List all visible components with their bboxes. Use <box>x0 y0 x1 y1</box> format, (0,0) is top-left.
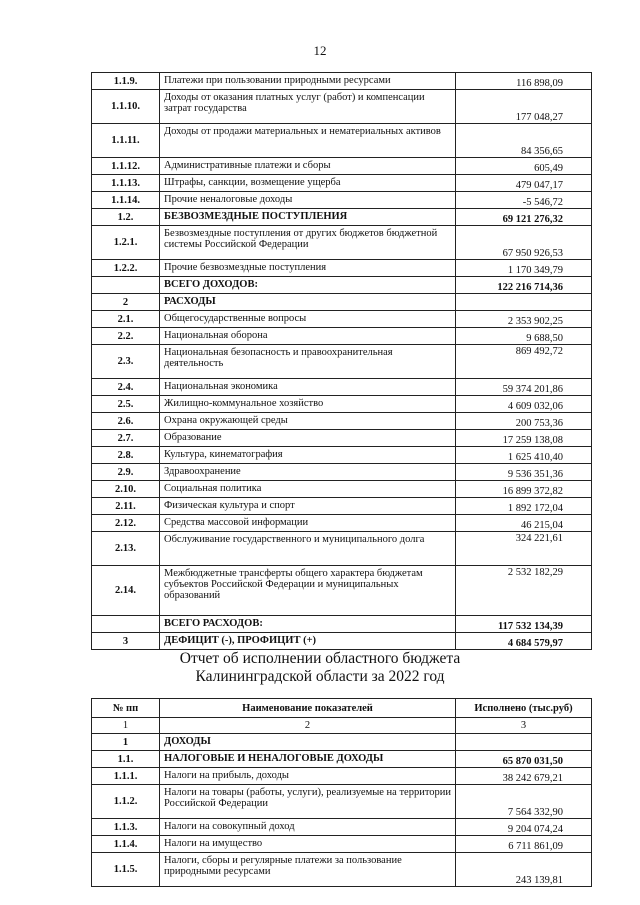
row-name: Общегосударственные вопросы <box>160 311 456 328</box>
table-row <box>92 481 592 498</box>
row-value: 9 688,50 <box>456 328 592 345</box>
row-value <box>456 294 592 311</box>
table-row <box>92 328 592 345</box>
table-row <box>92 616 592 633</box>
table-row <box>92 209 592 226</box>
row-name: Национальная оборона <box>160 328 456 345</box>
row-value: 38 242 679,21 <box>456 768 592 785</box>
table-row <box>92 566 592 616</box>
row-value: 67 950 926,53 <box>456 226 592 260</box>
row-value: 177 048,27 <box>456 90 592 124</box>
row-value: 4 609 032,06 <box>456 396 592 413</box>
row-name: Налоги на имущество <box>160 836 456 853</box>
row-code: 2.10. <box>92 481 160 498</box>
row-name: Здравоохранение <box>160 464 456 481</box>
row-code <box>92 277 160 294</box>
table-header-row <box>92 699 592 718</box>
row-value: -5 546,72 <box>456 192 592 209</box>
row-value: 65 870 031,50 <box>456 751 592 768</box>
table-row <box>92 294 592 311</box>
table-row <box>92 515 592 532</box>
column-number-row <box>92 718 592 734</box>
row-name: Жилищно-коммунальное хозяйство <box>160 396 456 413</box>
row-code: 2.14. <box>92 566 160 616</box>
header-number: № пп <box>92 699 160 718</box>
row-code: 1.1.9. <box>92 73 160 90</box>
row-value: 17 259 138,08 <box>456 430 592 447</box>
header-executed: Исполнено (тыс.руб) <box>456 699 592 718</box>
row-code: 2.13. <box>92 532 160 566</box>
row-value: 9 204 074,24 <box>456 819 592 836</box>
row-value: 6 711 861,09 <box>456 836 592 853</box>
row-name: Налоги на прибыль, доходы <box>160 768 456 785</box>
row-code: 1.1. <box>92 751 160 768</box>
table-row <box>92 90 592 124</box>
row-name: Обслуживание государственного и муниципального долга <box>160 532 456 566</box>
table-row <box>92 311 592 328</box>
row-code: 1.2. <box>92 209 160 226</box>
table-row <box>92 853 592 887</box>
table-row <box>92 751 592 768</box>
row-name: Социальная политика <box>160 481 456 498</box>
row-code: 1.1.14. <box>92 192 160 209</box>
row-value <box>456 734 592 751</box>
row-name: Межбюджетные трансферты общего характера бюджетам субъектов Российской Федерации и муниципальных образований <box>160 566 456 616</box>
row-name: Безвозмездные поступления от других бюджетов бюджетной системы Российской Федерации <box>160 226 456 260</box>
row-name: Образование <box>160 430 456 447</box>
row-code: 1.1.12. <box>92 158 160 175</box>
row-value: 324 221,61 <box>456 532 592 566</box>
row-value: 46 215,04 <box>456 515 592 532</box>
table-row <box>92 430 592 447</box>
column-number-1: 1 <box>92 718 160 734</box>
row-code <box>92 616 160 633</box>
column-number-3: 3 <box>456 718 592 734</box>
table-row <box>92 124 592 158</box>
row-name: НАЛОГОВЫЕ И НЕНАЛОГОВЫЕ ДОХОДЫ <box>160 751 456 768</box>
row-name: Доходы от оказания платных услуг (работ) и компенсации затрат государства <box>160 90 456 124</box>
table-row <box>92 785 592 819</box>
report-heading-line2: Калининградской области за 2022 год <box>195 668 445 685</box>
table-row <box>92 836 592 853</box>
table-row <box>92 396 592 413</box>
row-code: 1.1.10. <box>92 90 160 124</box>
table-row <box>92 819 592 836</box>
row-value: 7 564 332,90 <box>456 785 592 819</box>
row-code: 2.3. <box>92 345 160 379</box>
row-code: 1.1.1. <box>92 768 160 785</box>
row-value: 4 684 579,97 <box>456 633 592 650</box>
row-name: ВСЕГО РАСХОДОВ: <box>160 616 456 633</box>
row-code: 1 <box>92 734 160 751</box>
row-code: 1.1.4. <box>92 836 160 853</box>
table-row <box>92 734 592 751</box>
row-code: 2.11. <box>92 498 160 515</box>
column-number-2: 2 <box>160 718 456 734</box>
row-code: 2.8. <box>92 447 160 464</box>
table-row <box>92 447 592 464</box>
row-value: 1 625 410,40 <box>456 447 592 464</box>
row-code: 2.1. <box>92 311 160 328</box>
table-row <box>92 345 592 379</box>
table-row <box>92 498 592 515</box>
row-code: 2.12. <box>92 515 160 532</box>
row-name: Налоги на товары (работы, услуги), реализуемые на территории Российской Федерации <box>160 785 456 819</box>
row-name: Охрана окружающей среды <box>160 413 456 430</box>
row-name: Культура, кинематография <box>160 447 456 464</box>
row-value: 243 139,81 <box>456 853 592 887</box>
row-value: 479 047,17 <box>456 175 592 192</box>
row-code: 2.5. <box>92 396 160 413</box>
row-name: Национальная экономика <box>160 379 456 396</box>
table-row <box>92 260 592 277</box>
row-value: 69 121 276,32 <box>456 209 592 226</box>
table-row <box>92 175 592 192</box>
row-value: 1 170 349,79 <box>456 260 592 277</box>
row-value: 2 353 902,25 <box>456 311 592 328</box>
row-value: 117 532 134,39 <box>456 616 592 633</box>
row-value: 9 536 351,36 <box>456 464 592 481</box>
table-row <box>92 768 592 785</box>
row-name: БЕЗВОЗМЕЗДНЫЕ ПОСТУПЛЕНИЯ <box>160 209 456 226</box>
row-name: ВСЕГО ДОХОДОВ: <box>160 277 456 294</box>
row-code: 3 <box>92 633 160 650</box>
row-name: ДЕФИЦИТ (-), ПРОФИЦИТ (+) <box>160 633 456 650</box>
row-code: 1.1.11. <box>92 124 160 158</box>
row-name: Платежи при пользовании природными ресурсами <box>160 73 456 90</box>
budget-table-continued <box>91 72 592 650</box>
report-heading <box>0 650 640 686</box>
row-name: Национальная безопасность и правоохранительная деятельность <box>160 345 456 379</box>
table-row <box>92 277 592 294</box>
row-code: 1.1.13. <box>92 175 160 192</box>
row-value: 122 216 714,36 <box>456 277 592 294</box>
row-code: 1.2.2. <box>92 260 160 277</box>
table-row <box>92 413 592 430</box>
row-value: 2 532 182,29 <box>456 566 592 616</box>
row-value: 200 753,36 <box>456 413 592 430</box>
row-name: Доходы от продажи материальных и нематериальных активов <box>160 124 456 158</box>
row-value: 1 892 172,04 <box>456 498 592 515</box>
row-name: РАСХОДЫ <box>160 294 456 311</box>
row-name: Физическая культура и спорт <box>160 498 456 515</box>
row-name: Штрафы, санкции, возмещение ущерба <box>160 175 456 192</box>
table-row <box>92 158 592 175</box>
row-code: 2.4. <box>92 379 160 396</box>
regional-budget-table <box>91 698 592 887</box>
row-name: Средства массовой информации <box>160 515 456 532</box>
row-value: 59 374 201,86 <box>456 379 592 396</box>
row-value: 16 899 372,82 <box>456 481 592 498</box>
row-code: 1.1.3. <box>92 819 160 836</box>
row-code: 2.9. <box>92 464 160 481</box>
row-name: Прочие безвозмездные поступления <box>160 260 456 277</box>
header-indicator: Наименование показателей <box>160 699 456 718</box>
row-name: Налоги, сборы и регулярные платежи за пользование природными ресурсами <box>160 853 456 887</box>
table-row <box>92 633 592 650</box>
row-value: 605,49 <box>456 158 592 175</box>
row-code: 1.1.5. <box>92 853 160 887</box>
table-row <box>92 464 592 481</box>
row-name: Административные платежи и сборы <box>160 158 456 175</box>
row-code: 1.1.2. <box>92 785 160 819</box>
row-code: 1.2.1. <box>92 226 160 260</box>
row-code: 2.2. <box>92 328 160 345</box>
table-row <box>92 226 592 260</box>
table-row <box>92 192 592 209</box>
row-value: 116 898,09 <box>456 73 592 90</box>
table-row <box>92 73 592 90</box>
page-number: 12 <box>313 43 327 58</box>
row-name: Прочие неналоговые доходы <box>160 192 456 209</box>
report-heading-line1: Отчет об исполнении областного бюджета <box>179 650 461 667</box>
table-row <box>92 379 592 396</box>
row-value: 84 356,65 <box>456 124 592 158</box>
row-name: ДОХОДЫ <box>160 734 456 751</box>
row-value: 869 492,72 <box>456 345 592 379</box>
row-code: 2.7. <box>92 430 160 447</box>
row-name: Налоги на совокупный доход <box>160 819 456 836</box>
row-code: 2.6. <box>92 413 160 430</box>
row-code: 2 <box>92 294 160 311</box>
table-row <box>92 532 592 566</box>
